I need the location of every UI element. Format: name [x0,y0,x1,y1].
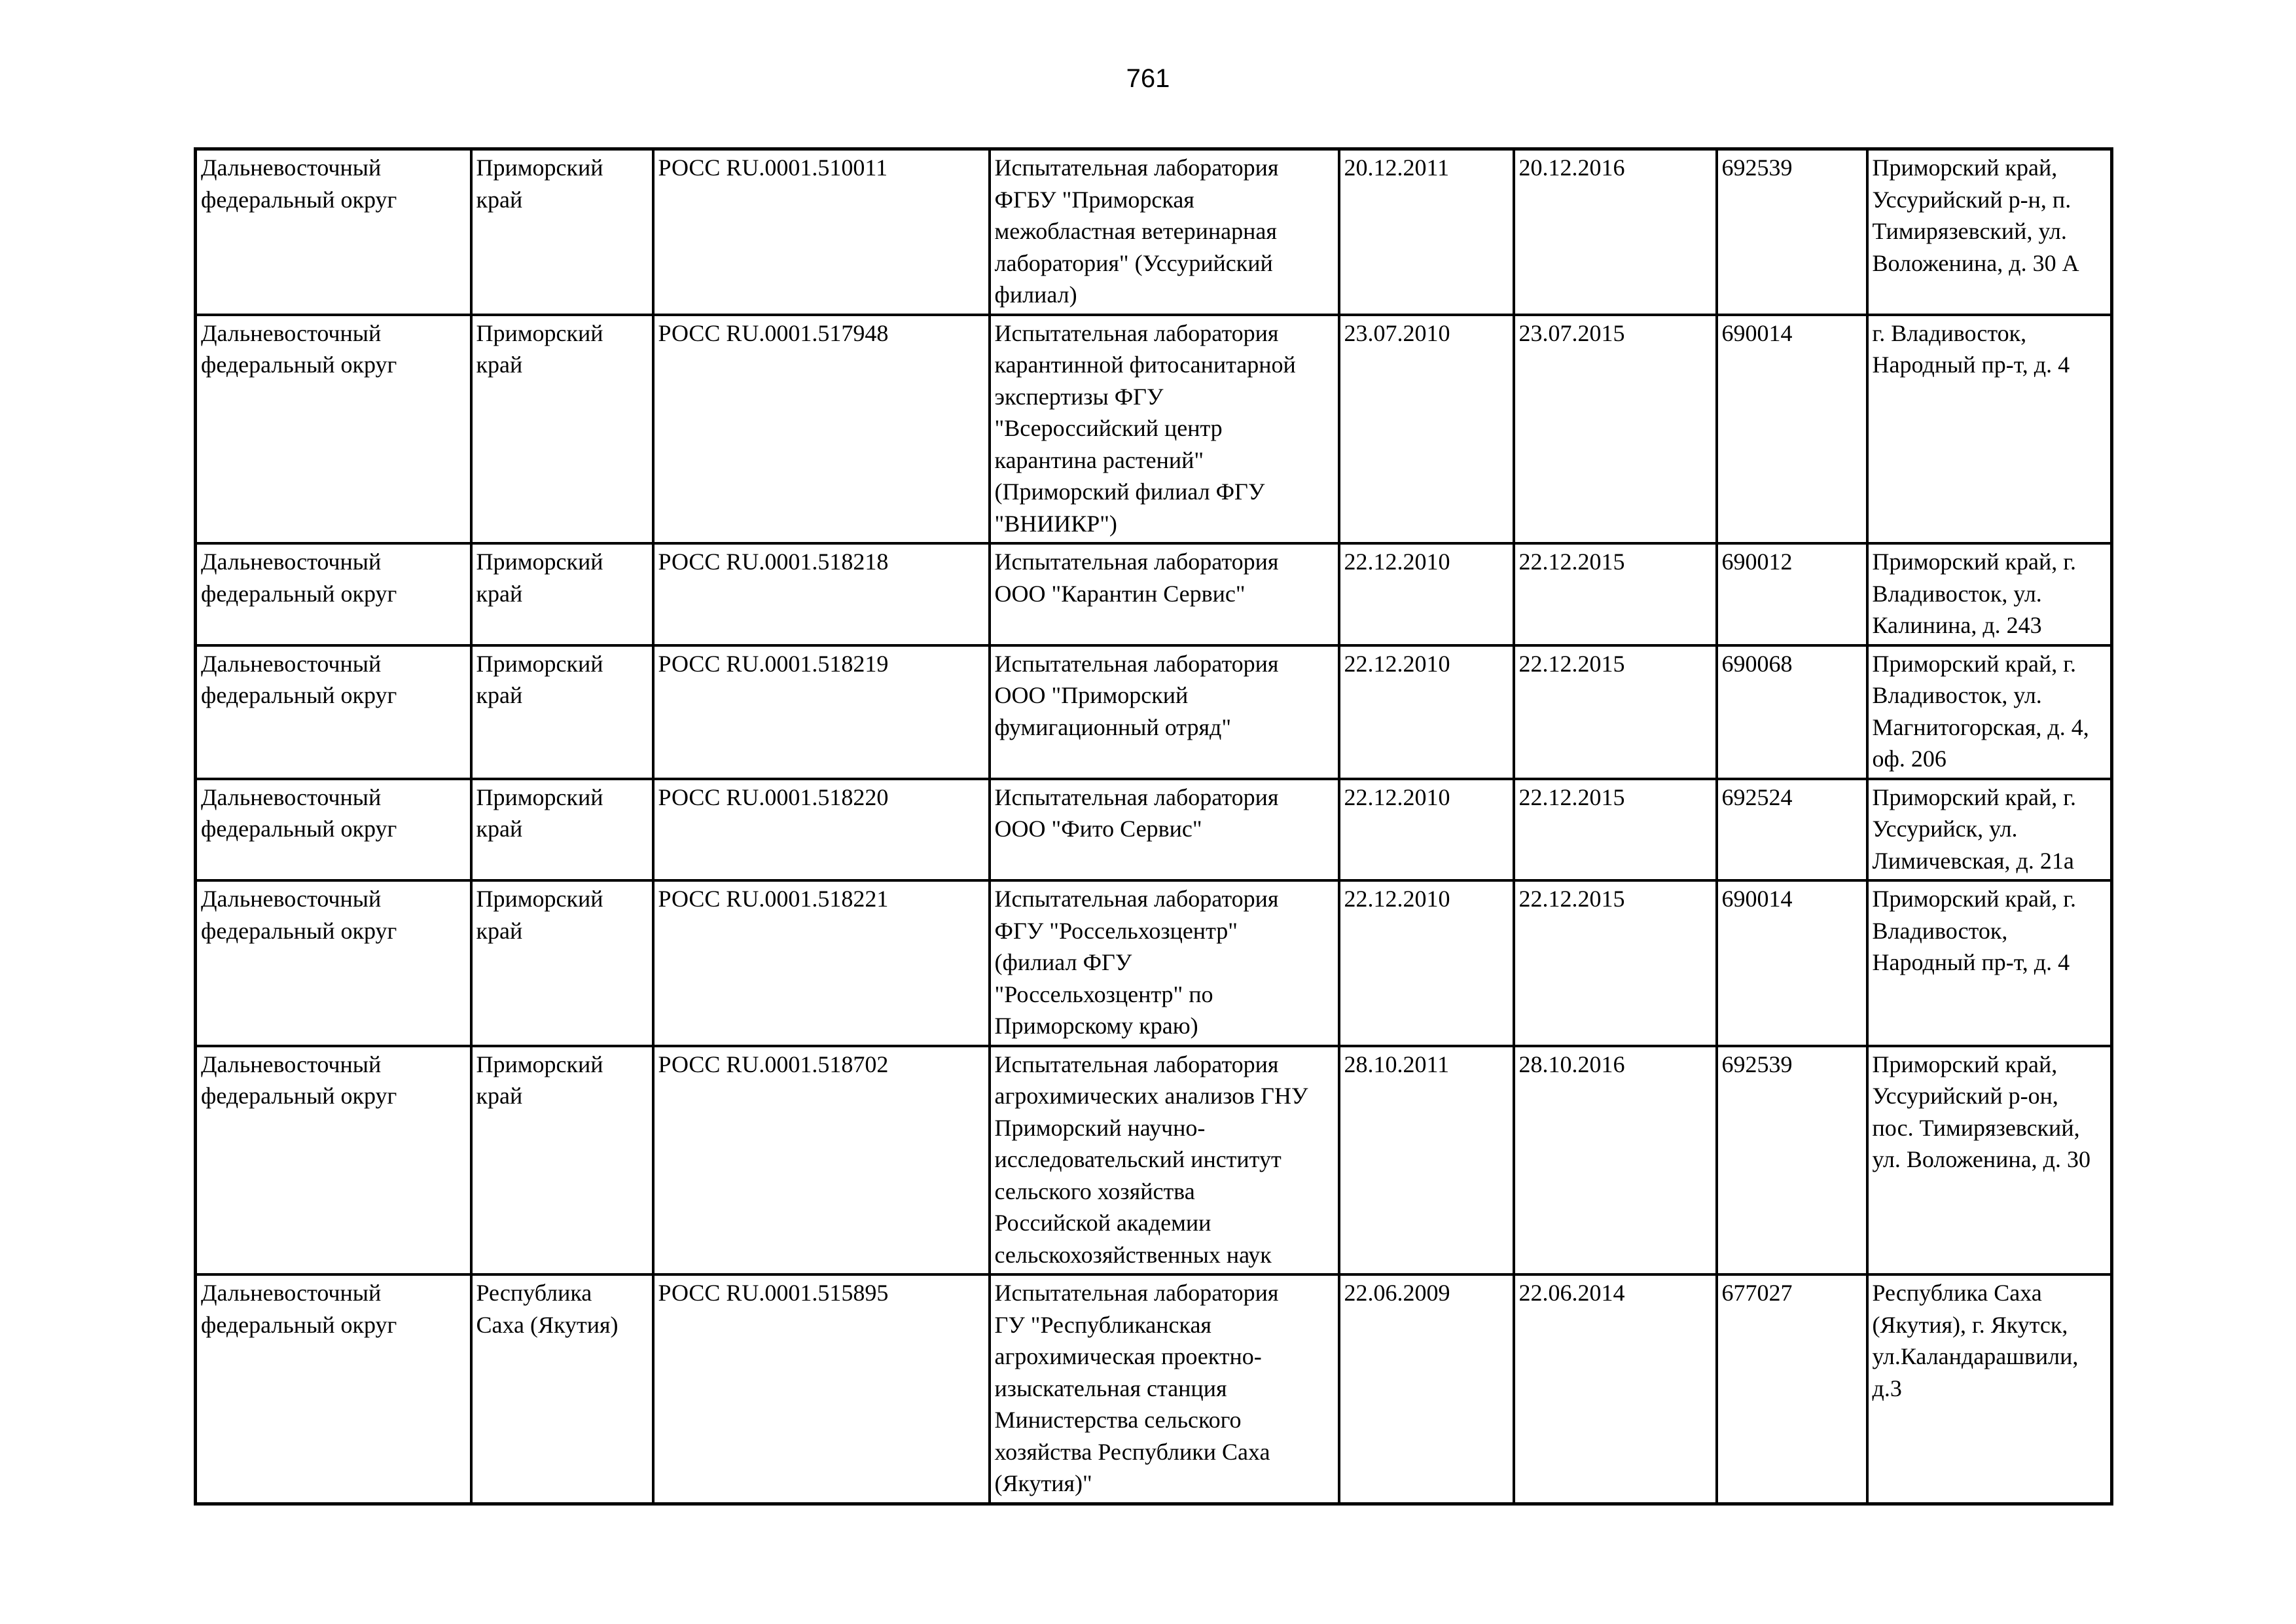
address-cell: Республика Саха (Якутия), г. Якутск, ул.Каландарашвили, д.3 [1867,1274,2112,1504]
district-cell: Дальневосточный федеральный округ [196,1046,471,1275]
date-to-cell: 22.12.2015 [1514,779,1717,881]
district-cell: Дальневосточный федеральный округ [196,149,471,315]
postal-index-cell: 690014 [1717,880,1867,1046]
postal-index-cell: 690012 [1717,543,1867,645]
date-from-cell: 28.10.2011 [1339,1046,1514,1275]
region-cell: Республика Саха (Якутия) [471,1274,653,1504]
certificate-number-cell: РОСС RU.0001.518221 [653,880,990,1046]
postal-index-cell: 692524 [1717,779,1867,881]
certificate-number-cell: РОСС RU.0001.515895 [653,1274,990,1504]
date-to-cell: 20.12.2016 [1514,149,1717,315]
laboratory-name-cell: Испытательная лаборатория ФГБУ "Приморская межобластная ветеринарная лаборатория" (Уссурийский филиал) [990,149,1339,315]
date-from-cell: 22.12.2010 [1339,543,1514,645]
address-cell: Приморский край, г. Владивосток, Народный пр-т, д. 4 [1867,880,2112,1046]
table-row [196,779,2112,881]
laboratory-name-cell: Испытательная лаборатория ООО "Карантин Сервис" [990,543,1339,645]
address-cell: г. Владивосток, Народный пр-т, д. 4 [1867,315,2112,544]
date-from-cell: 20.12.2011 [1339,149,1514,315]
page-number: 761 [1126,64,1170,93]
date-from-cell: 22.12.2010 [1339,779,1514,881]
postal-index-cell: 677027 [1717,1274,1867,1504]
district-cell: Дальневосточный федеральный округ [196,543,471,645]
date-to-cell: 22.06.2014 [1514,1274,1717,1504]
date-from-cell: 22.06.2009 [1339,1274,1514,1504]
district-cell: Дальневосточный федеральный округ [196,779,471,881]
laboratory-registry-table [194,147,2113,1506]
postal-index-cell: 690014 [1717,315,1867,544]
certificate-number-cell: РОСС RU.0001.518219 [653,645,990,779]
postal-index-cell: 692539 [1717,149,1867,315]
table-row [196,1046,2112,1275]
certificate-number-cell: РОСС RU.0001.517948 [653,315,990,544]
date-from-cell: 22.12.2010 [1339,880,1514,1046]
region-cell: Приморский край [471,645,653,779]
laboratory-name-cell: Испытательная лаборатория ООО "Фито Сервис" [990,779,1339,881]
table-row [196,543,2112,645]
laboratory-name-cell: Испытательная лаборатория карантинной фитосанитарной экспертизы ФГУ "Всероссийский центр карантина растений" (Приморский филиал ФГУ "ВНИИКР") [990,315,1339,544]
date-from-cell: 22.12.2010 [1339,645,1514,779]
date-to-cell: 22.12.2015 [1514,543,1717,645]
postal-index-cell: 692539 [1717,1046,1867,1275]
table-row [196,645,2112,779]
laboratory-name-cell: Испытательная лаборатория ФГУ "Россельхозцентр" (филиал ФГУ "Россельхозцентр" по Приморскому краю) [990,880,1339,1046]
table-row [196,315,2112,544]
address-cell: Приморский край, г. Владивосток, ул. Магнитогорская, д. 4, оф. 206 [1867,645,2112,779]
region-cell: Приморский край [471,315,653,544]
postal-index-cell: 690068 [1717,645,1867,779]
table-body [196,149,2112,1504]
certificate-number-cell: РОСС RU.0001.518220 [653,779,990,881]
laboratory-name-cell: Испытательная лаборатория ООО "Приморский фумигационный отряд" [990,645,1339,779]
table-row [196,880,2112,1046]
laboratory-name-cell: Испытательная лаборатория агрохимических анализов ГНУ Приморский научно- исследовательский институт сельского хозяйства Российской академии сельскохозяйственных наук [990,1046,1339,1275]
region-cell: Приморский край [471,149,653,315]
certificate-number-cell: РОСС RU.0001.510011 [653,149,990,315]
region-cell: Приморский край [471,543,653,645]
district-cell: Дальневосточный федеральный округ [196,880,471,1046]
address-cell: Приморский край, г. Уссурийск, ул. Лимичевская, д. 21а [1867,779,2112,881]
region-cell: Приморский край [471,880,653,1046]
certificate-number-cell: РОСС RU.0001.518218 [653,543,990,645]
address-cell: Приморский край, Уссурийский р-н, п. Тимирязевский, ул. Воложенина, д. 30 А [1867,149,2112,315]
date-from-cell: 23.07.2010 [1339,315,1514,544]
district-cell: Дальневосточный федеральный округ [196,1274,471,1504]
certificate-number-cell: РОСС RU.0001.518702 [653,1046,990,1275]
date-to-cell: 22.12.2015 [1514,880,1717,1046]
address-cell: Приморский край, Уссурийский р-он, пос. Тимирязевский, ул. Воложенина, д. 30 [1867,1046,2112,1275]
district-cell: Дальневосточный федеральный округ [196,645,471,779]
laboratory-name-cell: Испытательная лаборатория ГУ "Республиканская агрохимическая проектно- изыскательная станция Министерства сельского хозяйства Республики Саха (Якутия)" [990,1274,1339,1504]
date-to-cell: 23.07.2015 [1514,315,1717,544]
region-cell: Приморский край [471,779,653,881]
table-row [196,149,2112,315]
address-cell: Приморский край, г. Владивосток, ул. Калинина, д. 243 [1867,543,2112,645]
date-to-cell: 22.12.2015 [1514,645,1717,779]
region-cell: Приморский край [471,1046,653,1275]
table-row [196,1274,2112,1504]
date-to-cell: 28.10.2016 [1514,1046,1717,1275]
district-cell: Дальневосточный федеральный округ [196,315,471,544]
